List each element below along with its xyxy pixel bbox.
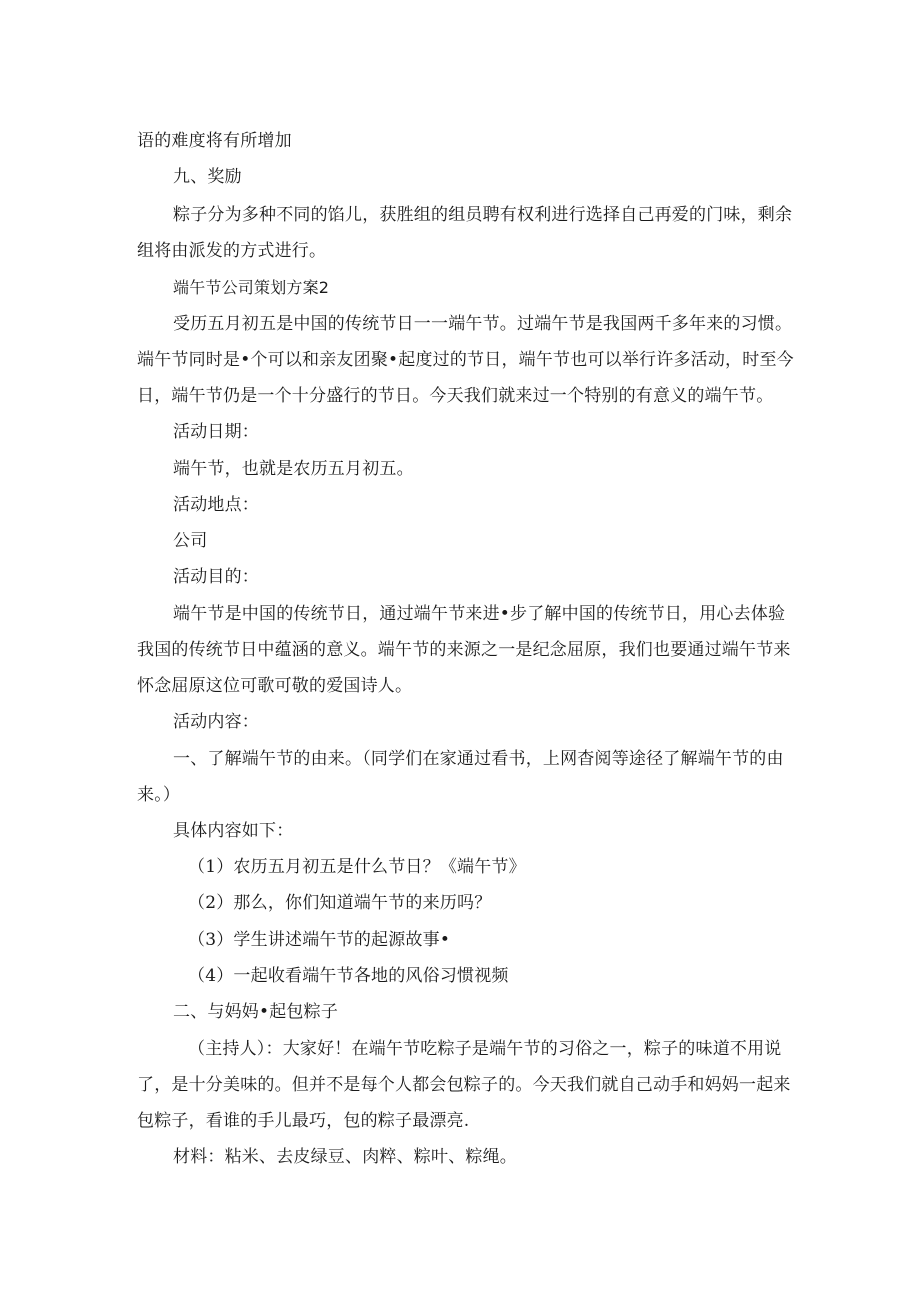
text-line-3: 粽子分为多种不同的馅儿，获胜组的组员聘有权利进行选择自己再爱的门味，剩余 bbox=[173, 205, 793, 225]
text-line-10: 端午节，也就是农历五月初五。 bbox=[173, 459, 414, 479]
text-line-4: 组将由派发的方式进行。 bbox=[137, 241, 327, 261]
text-line-12: 公司 bbox=[173, 531, 208, 551]
text-line-27: 了，是十分美味的。但并不是每个人都会包粽子的。今天我们就自己动手和妈妈一起来 bbox=[137, 1075, 791, 1095]
label-activity-purpose: 活动目的： bbox=[173, 567, 259, 587]
text-line-14: 端午节是中国的传统节日，通过端午节来进•步了解中国的传统节日，用心去体验 bbox=[173, 604, 786, 624]
text-line-6: 受历五月初五是中国的传统节日一一端午节。过端午节是我国两千多年来的习惯。 bbox=[173, 314, 793, 334]
text-line-18: 一、了解端午节的由来。（同学们在家通过看书，上网杳阅等途径了解端午节的由 bbox=[173, 749, 784, 769]
plan-title: 端午节公司策划方案2 bbox=[173, 278, 330, 297]
text-line-28: 包粽子，看谁的手儿最巧，包的粽子最漂亮. bbox=[137, 1111, 470, 1131]
text-line-26: （主持人）：大家好！在端午节吃粽子是端午节的习俗之一，粽子的味道不用说 bbox=[188, 1039, 782, 1059]
text-line-20: 具体内容如下： bbox=[173, 821, 294, 841]
text-line-1: 语的难度将有所增加 bbox=[137, 131, 292, 151]
text-line-16: 怀念屈原这位可歌可敬的爱国诗人。 bbox=[137, 676, 413, 696]
text-line-15: 我国的传统节日中蕴涵的意义。端午节的来源之一是纪念屈原，我们也要通过端午节来 bbox=[137, 640, 791, 660]
text-line-8: 日，端午节仍是一个十分盛行的节日。今天我们就来过一个特别的有意义的端午节。 bbox=[137, 386, 774, 406]
section-heading-reward: 九、奖励 bbox=[173, 167, 242, 187]
text-line-19: 来。） bbox=[137, 785, 181, 805]
list-item-3: （3）学生讲述端午节的起源故事• bbox=[188, 930, 451, 950]
label-activity-content: 活动内容： bbox=[173, 712, 259, 732]
label-activity-date: 活动日期： bbox=[173, 422, 259, 442]
list-item-4: （4）一起收看端午节各地的风俗习惯视频 bbox=[188, 966, 509, 986]
label-activity-location: 活动地点： bbox=[173, 495, 259, 515]
text-line-7: 端午节同时是•个可以和亲友团聚•起度过的节日，端午节也可以举行许多活动，时至今 bbox=[137, 350, 794, 370]
text-line-29: 材料：粘米、去皮绿豆、肉粹、粽叶、粽绳。 bbox=[173, 1147, 517, 1167]
list-item-1: （1）农历五月初五是什么节日？《端午节》 bbox=[188, 857, 526, 877]
list-item-2: （2）那么，你们知道端午节的来历吗？ bbox=[188, 893, 492, 913]
section-heading-zongzi: 二、与妈妈•起包粽子 bbox=[173, 1002, 339, 1022]
